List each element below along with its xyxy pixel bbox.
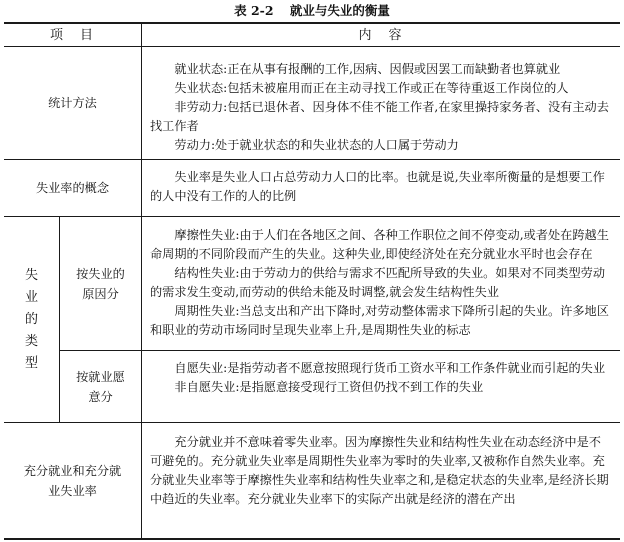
full-employment-label (4, 423, 141, 538)
full-employment-content (150, 433, 613, 509)
by-will-content (150, 359, 613, 397)
types-label (4, 217, 59, 422)
statistics-line-employed: 就业状态:正在从事有报酬的工作,因病、因假或因罢工而缺勤者也算就业 (174, 62, 561, 76)
rule-bottom (4, 538, 620, 540)
header-item: 项 目 (49, 27, 95, 43)
frictional-unemployment: 摩擦性失业:由于人们在各地区之间、各种工作职位之间不停变动,或者处在跨越生命周期的不同阶段而产生的失业。这种失业,即使经济处在充分就业水平时也会存在 (150, 228, 609, 261)
statistics-line-non-labor: 非劳动力:包括已退休者、因身体不佳不能工作者,在家里操持家务者、没有主动去找工作者 (150, 100, 609, 133)
by-cause-label (60, 217, 141, 350)
involuntary-unemployment: 非自愿失业:是指愿意接受现行工资但仍找不到工作的失业 (174, 380, 484, 394)
statistics-content (150, 60, 613, 155)
by-will-label (60, 351, 141, 422)
column-divider (141, 23, 142, 539)
concept-text: 失业率是失业人口占总劳动力人口的比率。也就是说,失业率所衡量的是想要工作的人中没有工作的人的比例 (150, 170, 605, 203)
concept-content (150, 168, 613, 206)
table-caption (0, 0, 624, 22)
voluntary-unemployment: 自愿失业:是指劳动者不愿意按照现行货币工资水平和工作条件就业而引起的失业 (174, 361, 606, 375)
statistics-line-unemployed: 失业状态:包括未被雇用而正在主动寻找工作或正在等待重返工作岗位的人 (174, 81, 569, 95)
concept-label: 失业率的概念 (35, 180, 110, 195)
cyclical-unemployment: 周期性失业:当总支出和产出下降时,对劳动整体需求下降所引起的失业。许多地区和职业的劳动市场同时呈现失业率上升,是周期性失业的标志 (150, 304, 609, 337)
by-cause-label-text: 按失业的原因分 (76, 266, 125, 301)
full-employment-text: 充分就业并不意味着零失业率。因为摩擦性失业和结构性失业在动态经济中是不可避免的。充分就业失业率是周期性失业率为零时的失业率,又被称作自然失业率。充分就业失业率等于摩擦性失业率和结构性失业率之和,是稳定状态的失业率,是经济长期中趋近的失业率。充分就业失业率下的实际产出就是经济的潜在产出 (150, 435, 609, 506)
table-title: 就业与失业的衡量 (289, 3, 390, 18)
full-employment-label-text: 充分就业和充分就业失业率 (23, 463, 122, 498)
by-will-label-text: 按就业愿意分 (76, 369, 125, 404)
rule-after-cause (59, 350, 620, 351)
statistics-line-labor: 劳动力:处于就业状态的和失业状态的人口属于劳动力 (174, 138, 459, 152)
types-label-text: 失业的类型 (24, 267, 38, 371)
structural-unemployment: 结构性失业:由于劳动力的供给与需求不匹配所导致的失业。如果对不同类型劳动的需求发生变动,而劳动的供给未能及时调整,就会发生结构性失业 (150, 266, 606, 299)
statistics-label: 统计方法 (48, 95, 97, 110)
table-number: 表 2-2 (234, 3, 274, 18)
header-content: 内 容 (358, 27, 404, 43)
by-cause-content (150, 226, 613, 340)
